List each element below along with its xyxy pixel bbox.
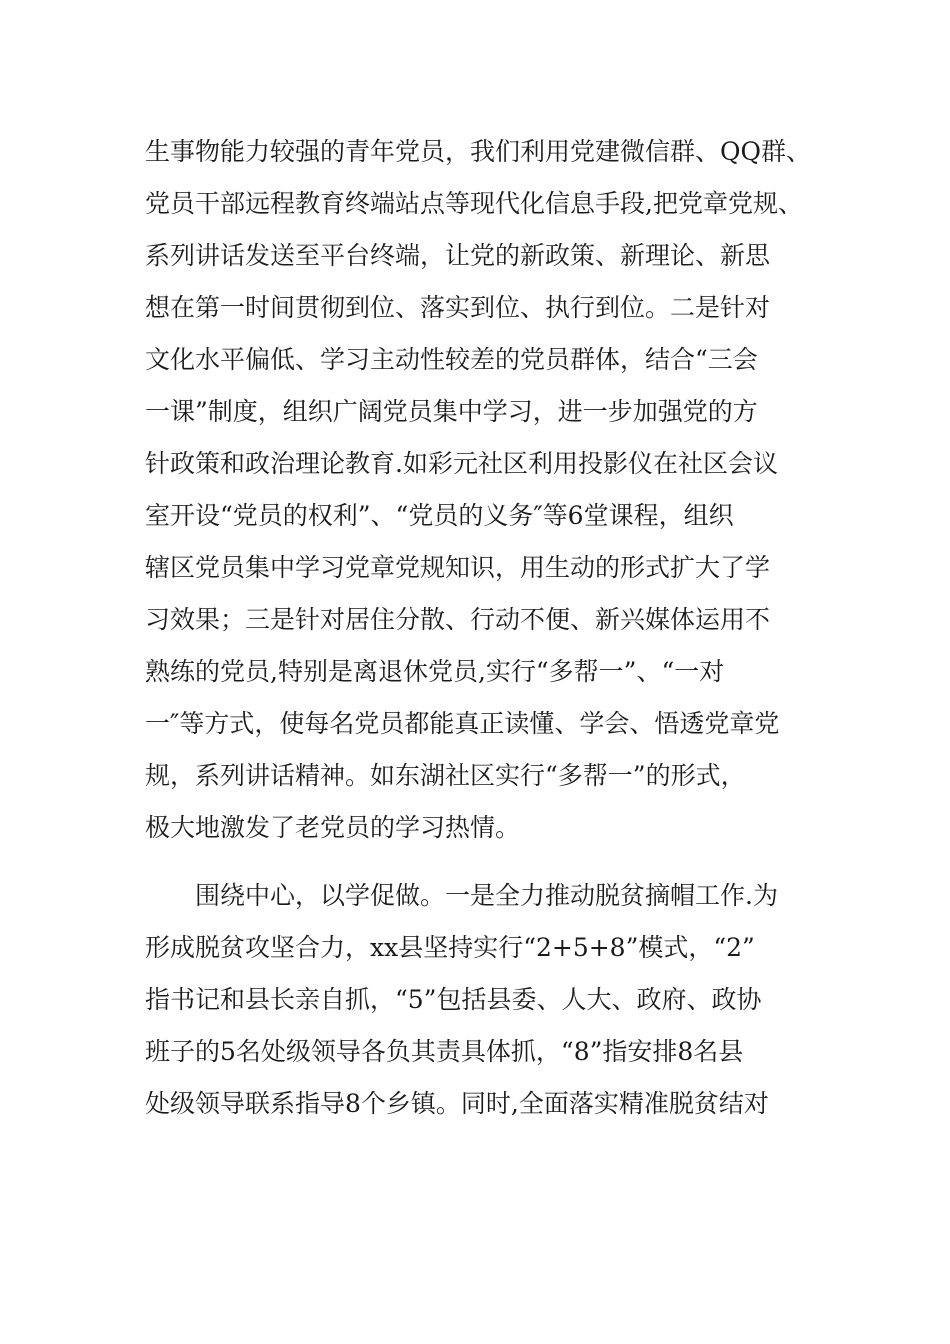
paragraph-1 xyxy=(145,126,825,854)
text-line: 文化水平偏低、学习主动性较差的党员群体，结合“三会 xyxy=(145,345,758,374)
text-line: 系列讲话发送至平台终端，让党的新政策、新理论、新思 xyxy=(145,241,771,270)
text-line: 室开设“党员的权利”、“党员的义务″等6堂课程，组织 xyxy=(145,501,734,530)
text-line: 规，系列讲话精神。如东湖社区实行“多帮一”的形式， xyxy=(145,761,746,790)
text-line: 极大地激发了老党员的学习热情。 xyxy=(145,813,521,842)
document-body xyxy=(145,126,825,1130)
text-line: 熟练的党员,特别是离退休党员,实行“多帮一”、“一对 xyxy=(145,657,725,686)
text-line: 习效果；三是针对居住分散、行动不便、新兴媒体运用不 xyxy=(145,605,771,634)
text-line: 生事物能力较强的青年党员，我们利用党建微信群、QQ群、 xyxy=(145,137,811,166)
text-line: 处级领导联系指导8个乡镇。同时,全面落实精准脱贫结对 xyxy=(145,1089,769,1118)
text-line: 形成脱贫攻坚合力，xx县坚持实行“2+5+8”模式，“2” xyxy=(145,933,755,962)
text-line: 针政策和政治理论教育.如彩元社区利用投影仪在社区会议 xyxy=(145,449,778,478)
text-line: 指书记和县长亲自抓，“5”包括县委、人大、政府、政协 xyxy=(145,985,762,1014)
text-line: 一课”制度，组织广阔党员集中学习，进一步加强党的方 xyxy=(145,397,758,426)
paragraph-gap xyxy=(145,854,825,870)
text-line: 想在第一时间贯彻到位、落实到位、执行到位。二是针对 xyxy=(145,293,771,322)
text-line: 辖区党员集中学习党章党规知识，用生动的形式扩大了学 xyxy=(145,553,771,582)
text-line: 一″等方式，使每名党员都能真正读懂、学会、悟透党章党 xyxy=(145,709,780,738)
text-line: 党员干部远程教育终端站点等现代化信息手段,把党章党规、 xyxy=(145,189,803,218)
text-line: 班子的5名处级领导各负其责具体抓，“8”指安排8名县 xyxy=(145,1037,744,1066)
text-line: 围绕中心，以学促做。一是全力推动脱贫摘帽工作.为 xyxy=(195,881,778,910)
paragraph-2 xyxy=(145,870,825,1130)
